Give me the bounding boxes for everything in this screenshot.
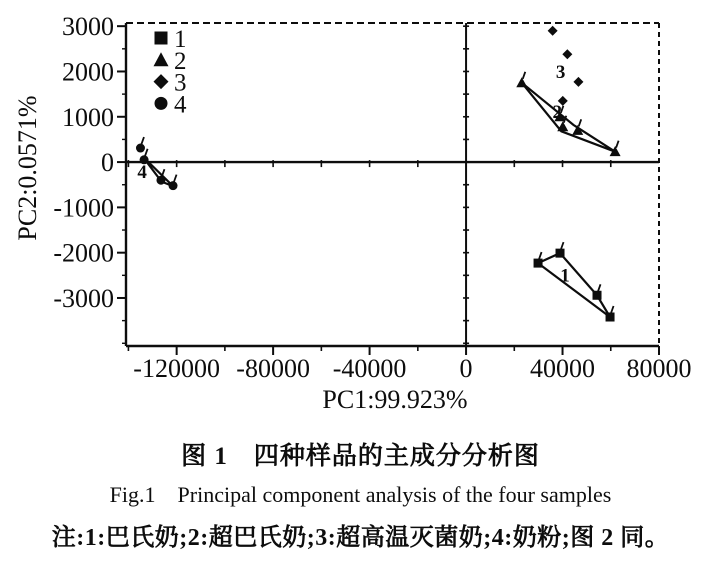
legend <box>154 32 169 110</box>
x-tick-label: 0 <box>459 354 473 383</box>
marker-tail <box>145 149 148 156</box>
series-1-group <box>534 242 615 321</box>
data-point-sample-4 <box>169 181 178 190</box>
y-tick-label: 1000 <box>62 102 114 132</box>
marker-tail <box>598 284 601 291</box>
x-tick-label: -40000 <box>332 354 407 383</box>
marker-tail <box>539 252 542 259</box>
y-tick-label: 3000 <box>62 12 114 42</box>
legend-item-label: 4 <box>174 91 187 119</box>
data-point-sample-1 <box>556 249 565 258</box>
marker-tail <box>174 175 177 182</box>
cluster-hull <box>538 253 610 317</box>
data-point-sample-3 <box>573 77 583 87</box>
x-tick-label: -120000 <box>133 354 220 383</box>
series-3-group <box>548 26 584 106</box>
legend-square-icon <box>155 32 168 45</box>
legend-item-label: 1 <box>174 26 187 53</box>
cluster-label-4: 4 <box>137 162 147 184</box>
x-tick-label: 80000 <box>626 354 692 383</box>
legend-item-label: 3 <box>174 69 187 97</box>
cluster-hull <box>522 83 615 152</box>
cluster-label-3: 3 <box>555 62 566 84</box>
cluster-label-1: 1 <box>560 265 570 287</box>
y-tick-label: -2000 <box>53 238 114 268</box>
y-tick-label: 0 <box>101 148 114 178</box>
data-point-sample-1 <box>606 313 615 322</box>
legend-triangle-icon <box>154 52 169 66</box>
marker-tail <box>611 306 614 313</box>
figure-caption-en: Fig.1 Principal component analysis of the four samples <box>109 482 612 507</box>
data-point-sample-1 <box>534 259 543 268</box>
data-point-sample-2 <box>516 77 527 87</box>
x-tick-label: 40000 <box>530 354 596 383</box>
y-tick-label: -3000 <box>53 283 114 313</box>
legend-diamond-icon <box>154 74 169 89</box>
y-axis-title: PC2:0.0571% <box>13 95 42 241</box>
x-tick-label: -80000 <box>236 354 310 383</box>
data-point-sample-4 <box>136 144 145 153</box>
marker-tail <box>616 141 619 148</box>
cluster-label-2: 2 <box>552 101 562 123</box>
series-2-group <box>516 72 620 156</box>
marker-tail <box>523 72 526 79</box>
marker-tail <box>561 242 564 249</box>
x-axis-title: PC1:99.923% <box>322 385 468 414</box>
figure-note: 注:1:巴氏奶;2:超巴氏奶;3:超高温灭菌奶;4:奶粉;图 2 同。 <box>51 525 670 551</box>
legend-circle-icon <box>155 97 168 110</box>
data-point-sample-3 <box>562 49 572 59</box>
figure-caption-cn: 图 1 四种样品的主成分分析图 <box>181 443 540 470</box>
y-tick-label: -1000 <box>53 193 114 223</box>
marker-tail <box>162 169 165 176</box>
data-point-sample-3 <box>548 26 558 36</box>
legend-item-label: 2 <box>174 47 187 75</box>
data-point-sample-4 <box>156 176 165 185</box>
y-tick-label: 2000 <box>62 57 114 87</box>
marker-tail <box>141 137 144 144</box>
marker-tail <box>579 119 582 126</box>
data-point-sample-1 <box>593 291 602 300</box>
